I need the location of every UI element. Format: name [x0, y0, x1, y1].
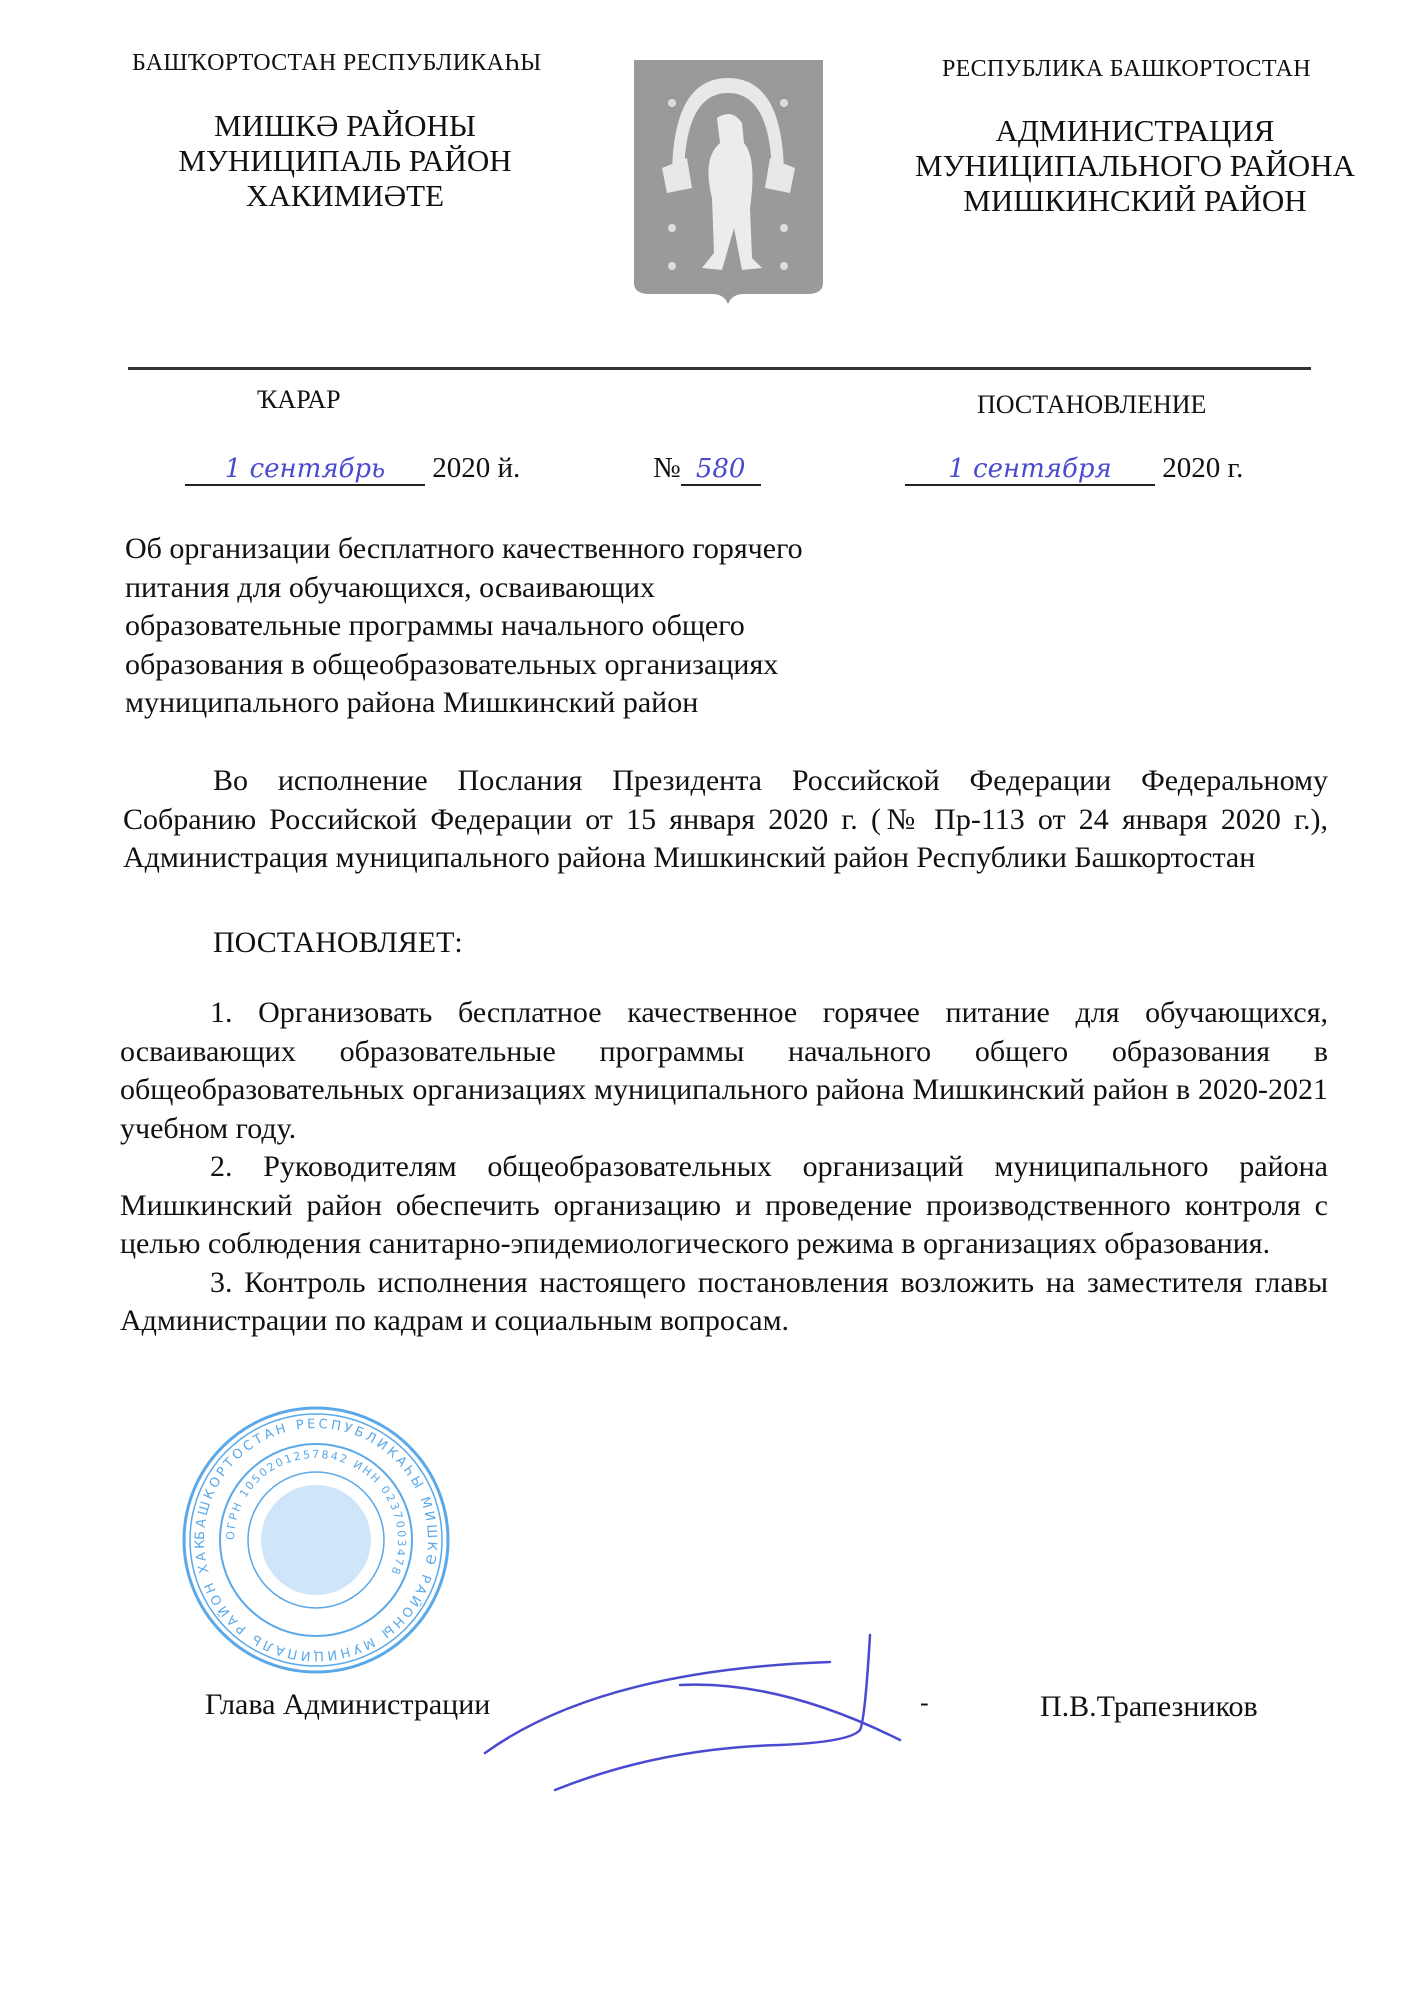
doc-type-bashkir: ҠАРАР — [257, 385, 341, 414]
left-admin-heading — [140, 108, 550, 213]
resolution-item: 2. Руководителям общеобразовательных организаций муниципального района Мишкинский район обеспечить организацию и проведение производственного контроля с целью соблюдения санитарно-эпидемиологического режима в организациях образования. — [120, 1150, 1328, 1260]
signatory-name: П.В.Трапезников — [1040, 1690, 1258, 1723]
resolution-item: 1. Организовать бесплатное качественное горячее питание для обучающихся, осваивающих образовательные программы начального общего образования в общеобразовательных организациях муниципального района Мишкинский район в 2020-2021 учебном году. — [120, 996, 1328, 1145]
year-suffix: 2020 й. — [432, 452, 521, 484]
date-bashkir — [185, 452, 520, 486]
date-russian — [905, 452, 1243, 486]
coat-of-arms-emblem — [632, 58, 825, 304]
official-stamp — [180, 1404, 452, 1676]
right-line: МУНИЦИПАЛЬНОГО РАЙОНА — [915, 148, 1355, 183]
handwritten-date: 1 сентября — [905, 454, 1155, 486]
handwritten-number: 580 — [681, 454, 761, 486]
resolution-item: 3. Контроль исполнения настоящего постановления возложить на заместителя главы Администрации по кадрам и социальным вопросам. — [120, 1265, 1328, 1337]
number-label: № — [653, 452, 681, 484]
title-line: образования в общеобразовательных организациях — [125, 647, 779, 681]
document-number — [653, 452, 761, 486]
left-line: МУНИЦИПАЛЬ РАЙОН — [178, 143, 512, 178]
right-line: МИШКИНСКИЙ РАЙОН — [963, 183, 1307, 218]
right-admin-heading — [880, 113, 1390, 218]
header-divider — [128, 367, 1311, 370]
resolves-heading: ПОСТАНОВЛЯЕТ: — [213, 926, 463, 959]
left-line: ХАКИМИӘТЕ — [245, 178, 445, 213]
stamp-inner-text: ОГРН 1050201257842 ИНН 0237003478 — [223, 1447, 409, 1579]
right-republic-heading: РЕСПУБЛИКА БАШКОРТОСТАН — [942, 56, 1311, 82]
stamp-outer-text: БАШКОРТОСТАН РЕСПУБЛИКАҺЫ МИШКӘ РАЙОНЫ МУНИЦИПАЛЬ РАЙОН ХАК — [192, 1416, 440, 1664]
title-line: питания для обучающихся, осваивающих — [125, 570, 656, 604]
title-line: Об организации бесплатного качественного горячего — [125, 532, 803, 565]
title-line: образовательные программы начального общего — [125, 609, 745, 642]
signatory-position: Глава Администрации — [205, 1688, 491, 1721]
handwritten-date: 1 сентябрь — [185, 454, 425, 486]
left-republic-heading: БАШҠОРТОСТАН РЕСПУБЛИКАҺЫ — [132, 50, 542, 76]
resolution-items — [120, 994, 1328, 1341]
title-line: муниципального района Мишкинский район — [125, 686, 699, 719]
preamble-paragraph: Во исполнение Послания Президента Российской Федерации Федеральному Собранию Российской Федерации от 15 января 2020 г. (№ Пр-113 от 24 января 2020 г.), Администрация муниципального района Мишкинский район Республики Башкортостан — [123, 764, 1328, 874]
left-line: МИШКӘ РАЙОНЫ — [214, 108, 476, 143]
doc-type-russian: ПОСТАНОВЛЕНИЕ — [977, 390, 1207, 419]
right-line: АДМИНИСТРАЦИЯ — [995, 113, 1275, 148]
year-suffix: 2020 г. — [1162, 452, 1244, 484]
handwritten-signature — [480, 1630, 940, 1800]
signature-dash: - — [920, 1688, 929, 1717]
document-title — [125, 530, 803, 723]
